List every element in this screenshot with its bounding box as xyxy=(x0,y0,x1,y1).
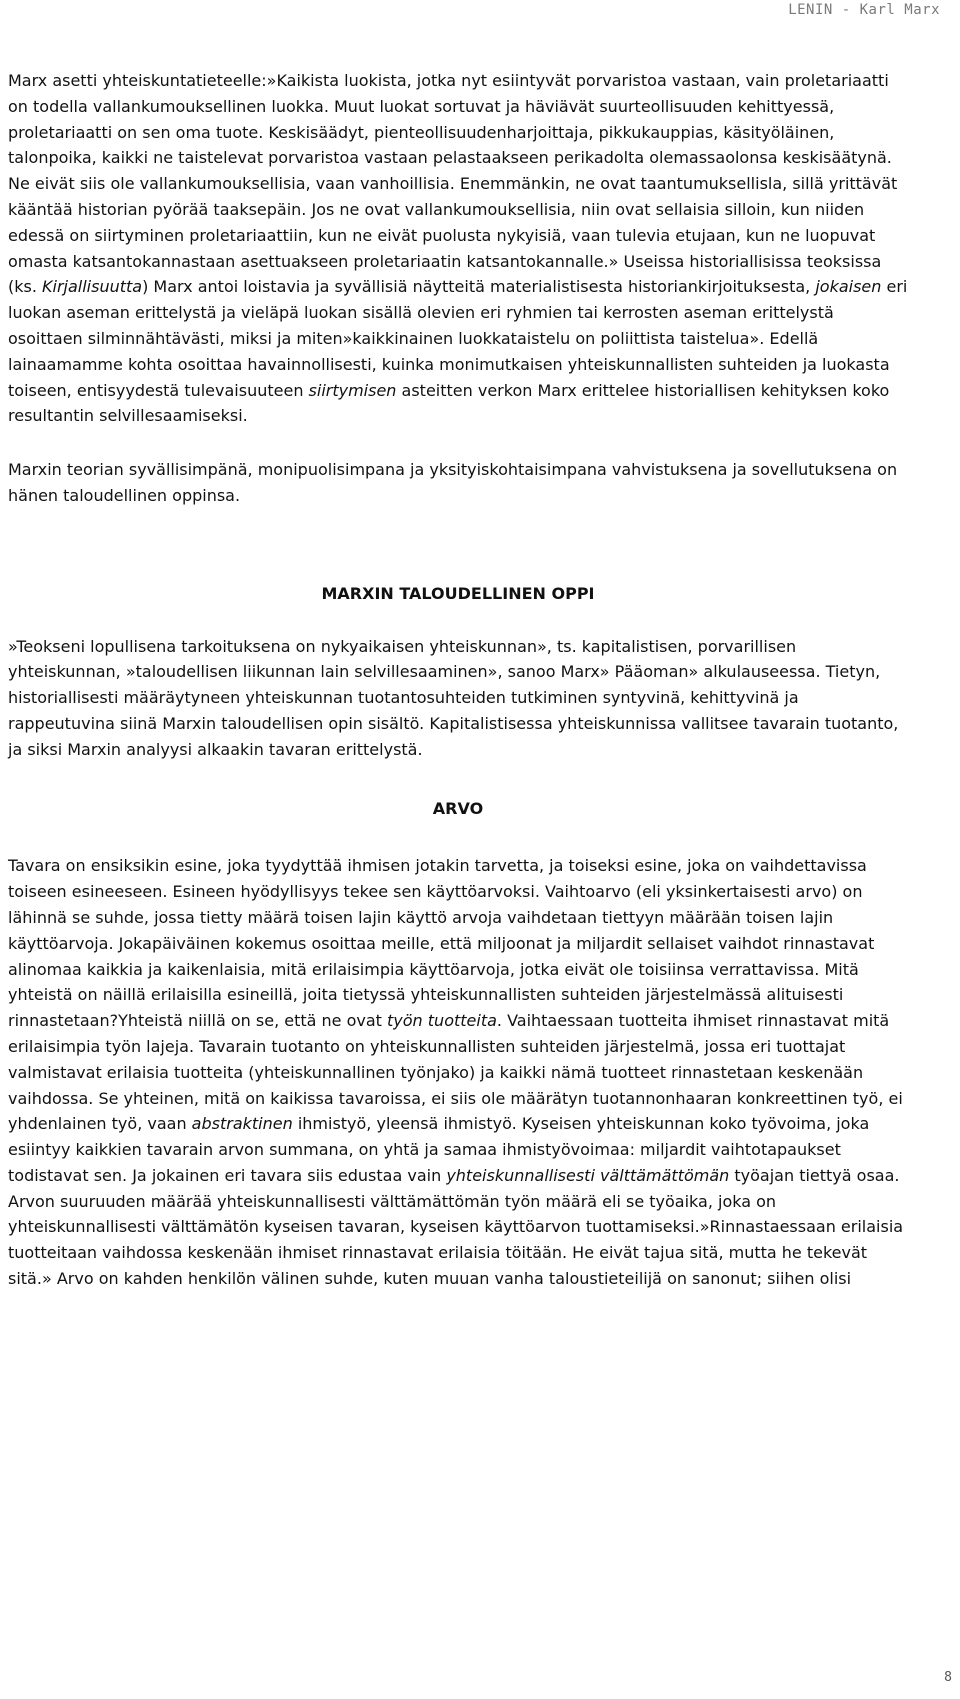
italic-term: abstraktinen xyxy=(191,1114,293,1134)
paragraph-text: työajan tiettyä osaa. Arvon suuruuden määrää yhteiskunnallisesti välttämättömän työn määrä eli se työaika, joka on yhteiskunnallisesti välttämätön kyseisen tavaran, kyseisen käyttöarvon tuottamiseksi.»Rinnastaessaan erilaisia tuotteitaan vaihdossa keskenään ihmiset rinnastavat erilaisia töitään. He eivät tajua sitä, mutta he tekevät sitä.» Arvo on kahden henkilön välinen suhde, kuten muuan vanha taloustieteilijä on sanonut; siihen olisi xyxy=(8,1165,904,1289)
italic-term: Kirjallisuutta xyxy=(42,277,143,297)
paragraph-text: ) Marx antoi loistavia ja syvällisiä näytteitä materialistisesta historiankirjoituksesta, xyxy=(142,277,816,297)
running-header: LENIN - Karl Marx xyxy=(788,2,940,18)
section-heading-value: ARVO xyxy=(432,798,484,818)
paragraph-capital-preface: »Teokseni lopullisena tarkoituksena on nykyaikaisen yhteiskunnan», ts. kapitalistisen, porvarillisen yhteiskunnan, »taloudellisen liikunnan lain selvillesaaminen», sanoo Marx» Pääoman» alkulauseessa. Tietyn, historiallisesti määräytyneen yhteiskunnan tuotantosuhteiden tutkiminen syntyvinä, kehittyvinä ja rappeutuvina siinä Marxin taloudellisen opin sisältö. Kapitalistisessa yhteiskunnissa vallitsee tavarain tuotanto, ja siksi Marxin analyysi alkaakin tavaran erittelystä. xyxy=(8,636,899,759)
paragraph-text: asteitten verkon Marx erittelee historiallisen kehityksen koko resultantin selvillesaamiseksi. xyxy=(8,380,890,426)
italic-term: yhteiskunnallisesti välttämättömän xyxy=(446,1165,730,1185)
paragraph-text: Marx asetti yhteiskuntatieteelle:»Kaikista luokista, jotka nyt esiintyvät porvaristoa vastaan, vain proletariaatti on todella vallankumouksellinen luokka. Muut luokat sortuvat ja häviävät suurteollisuuden kehittyessä, proletariaatti on sen oma tuote. Keskisäädyt, pienteollisuudenharjoittaja, pikkukauppias, käsityöläinen, talonpoika, kaikki ne taistelevat porvaristoa vastaan pelastaakseen perikadolta olemassaolonsa keskisäätynä. Ne eivät siis ole vallankumouksellisia, vaan vanhoillisia. Enemmänkin, ne ovat taantumuksellisla, sillä yrittävät kääntää historian pyörää taaksepäin. Jos ne ovat vallankumouksellisia, niin ovat sellaisia silloin, kun niiden edessä on siirtyminen proletariaattiin, kun ne eivät puolusta nykyisiä, vaan tulevia etujaan, kun ne luopuvat omasta katsantokannastaan asettuakseen proletariaatin katsantokannalle.» Useissa historiallisissa teoksissa (ks. xyxy=(8,71,898,297)
paragraph-value xyxy=(8,853,908,1292)
paragraph-text: . Vaihtaessaan tuotteita ihmiset rinnastavat mitä erilaisimpia työn lajeja. Tavarain tuotanto on yhteiskunnallisten suhteiden järjestelmä, jossa eri tuottajat valmistavat erilaisia tuotteita (yhteiskunnallinen työnjako) ja kaikki nämä tuotteet rinnastetaan keskenään vaihdossa. Se yhteinen, mitä on kaikissa tavaroissa, ei siis ole määrätyn tuotannonhaaran konkreettinen työ, ei yhdenlainen työ, vaan xyxy=(8,1011,903,1134)
paragraph-text: eri luokan aseman erittelystä ja vieläpä luokan sisällä olevien eri ryhmien tai kerrosten aseman erittelystä osoittaen silminnähtävästi, miksi ja miten»kaikkinainen luokkataistelu on poliittista taistelua». Edellä lainaamamme kohta osoittaa havainnollisesti, kuinka monimutkaisen yhteiskunnallisten suhteiden ja luokasta toiseen, entisyydestä tulevaisuuteen xyxy=(8,277,908,400)
italic-term: jokaisen xyxy=(815,277,882,297)
italic-term: siirtymisen xyxy=(308,380,397,400)
paragraph-text: ihmistyö, yleensä ihmistyö. Kyseisen yhteiskunnan koko työvoima, joka esiintyy kaikkien tavarain arvon summana, on yhtä ja samaa ihmistyövoimaa: miljardit vaihtotapaukset todistavat sen. Ja jokainen eri tavara siis edustaa vain xyxy=(8,1114,870,1185)
paragraph-class-struggle xyxy=(8,68,908,429)
paragraph-text: Tavara on ensiksikin esine, joka tyydyttää ihmisen jotakin tarvetta, ja toiseksi esine, joka on vaihdettavissa toiseen esineeseen. Esineen hyödyllisyys tekee sen käyttöarvoksi. Vaihtoarvo (eli yksinkertaisesti arvo) on lähinnä se suhde, jossa tietty määrä toisen lajin käyttö arvoja vaihdetaan tiettyyn määrään toisen lajin käyttöarvoja. Jokapäiväinen kokemus osoittaa meille, että miljoonat ja miljardit sellaiset vaihdot rinnastavat alinomaa kaikkia ja kaikenlaisia, mitä erilaisimpia käyttöarvoja, jotka eivät ole toisiinsa verrattavissa. Mitä yhteistä on näillä erilaisilla esineillä, joita tietyssä yhteiskunnallisten suhteiden järjestelmässä alituisesti rinnastetaan?Yhteistä niillä on se, että ne ovat xyxy=(8,856,875,1031)
section-heading-economic-doctrine: MARXIN TALOUDELLINEN OPPI xyxy=(321,583,595,603)
italic-term: työn tuotteita xyxy=(387,1011,497,1031)
page-body xyxy=(8,68,908,1292)
paragraph-economic-doctrine-intro: Marxin teorian syvällisimpänä, monipuolisimpana ja yksityiskohtaisimpana vahvistuksena ja sovellutuksena on hänen taloudellinen oppinsa. xyxy=(8,460,898,505)
page-number: 8 xyxy=(944,1670,952,1685)
